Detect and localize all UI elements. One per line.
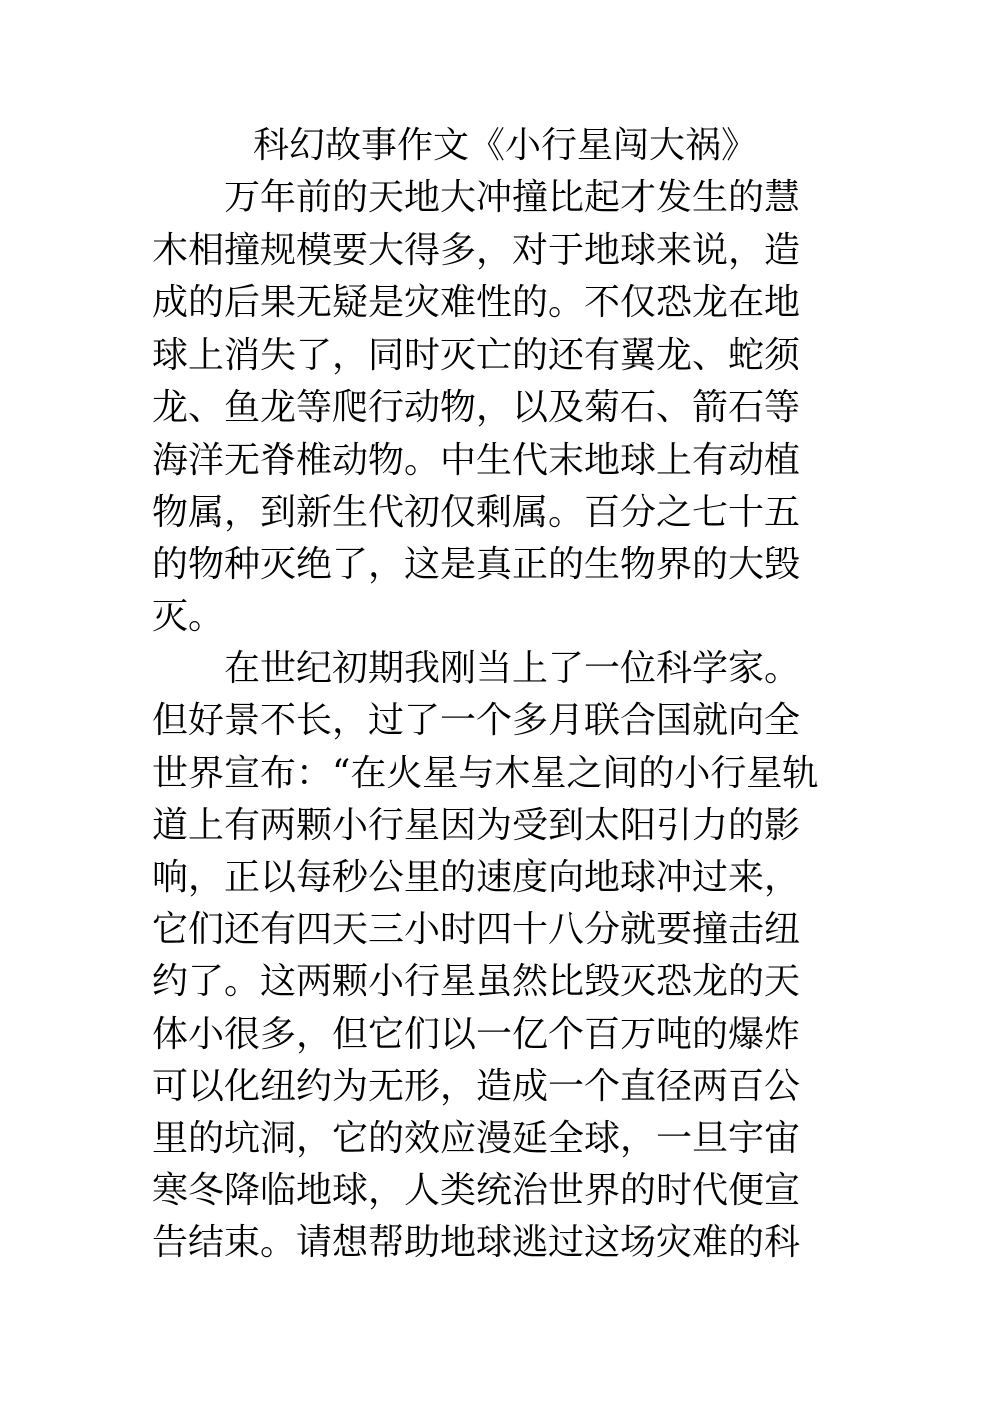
paragraph-1-line-2: 木相撞规模要大得多，对于地球来说，造 xyxy=(152,230,801,271)
paragraph-2-line-5: 响，正以每秒公里的速度向地球冲过来， xyxy=(152,857,801,898)
paragraph-2-line-7: 约了。这两颗小行星虽然比毁灭恐龙的天 xyxy=(152,961,801,1002)
paragraph-1-line-4: 球上消失了，同时灭亡的还有翼龙、蛇须 xyxy=(152,335,801,376)
paragraph-2-line-8: 体小很多，但它们以一亿个百万吨的爆炸 xyxy=(152,1014,801,1055)
paragraph-1-line-7: 物属，到新生代初仅剩属。百分之七十五 xyxy=(152,492,801,533)
paragraph-2-line-3: 世界宣布：“在火星与木星之间的小行星轨 xyxy=(152,753,819,794)
paragraph-2-line-9: 可以化纽约为无形，造成一个直径两百公 xyxy=(152,1066,801,1107)
paragraph-1-line-8: 的物种灭绝了，这是真正的生物界的大毁 xyxy=(152,544,801,585)
paragraph-1-line-3: 成的后果无疑是灾难性的。不仅恐龙在地 xyxy=(152,282,801,323)
paragraph-2-line-2: 但好景不长，过了一个多月联合国就向全 xyxy=(152,700,801,741)
document-title: 科幻故事作文《小行星闯大祸》 xyxy=(252,125,757,166)
paragraph-2-line-4: 道上有两颗小行星因为受到太阳引力的影 xyxy=(152,805,801,846)
paragraph-1-line-6: 海洋无脊椎动物。中生代末地球上有动植 xyxy=(152,440,801,481)
paragraph-1-line-9: 灭。 xyxy=(152,596,225,637)
paragraph-2-line-6: 它们还有四天三小时四十八分就要撞击纽 xyxy=(152,909,801,950)
paragraph-1-line-1: 万年前的天地大冲撞比起才发生的慧 xyxy=(224,177,801,218)
paragraph-2-line-12: 告结束。请想帮助地球逃过这场灾难的科 xyxy=(152,1222,801,1263)
paragraph-1-line-5: 龙、鱼龙等爬行动物，以及菊石、箭石等 xyxy=(152,387,801,428)
paragraph-2-line-11: 寒冬降临地球，人类统治世界的时代便宣 xyxy=(152,1170,801,1211)
paragraph-2-line-10: 里的坑洞，它的效应漫延全球，一旦宇宙 xyxy=(152,1118,801,1159)
paragraph-2-line-1: 在世纪初期我刚当上了一位科学家。 xyxy=(224,648,801,689)
